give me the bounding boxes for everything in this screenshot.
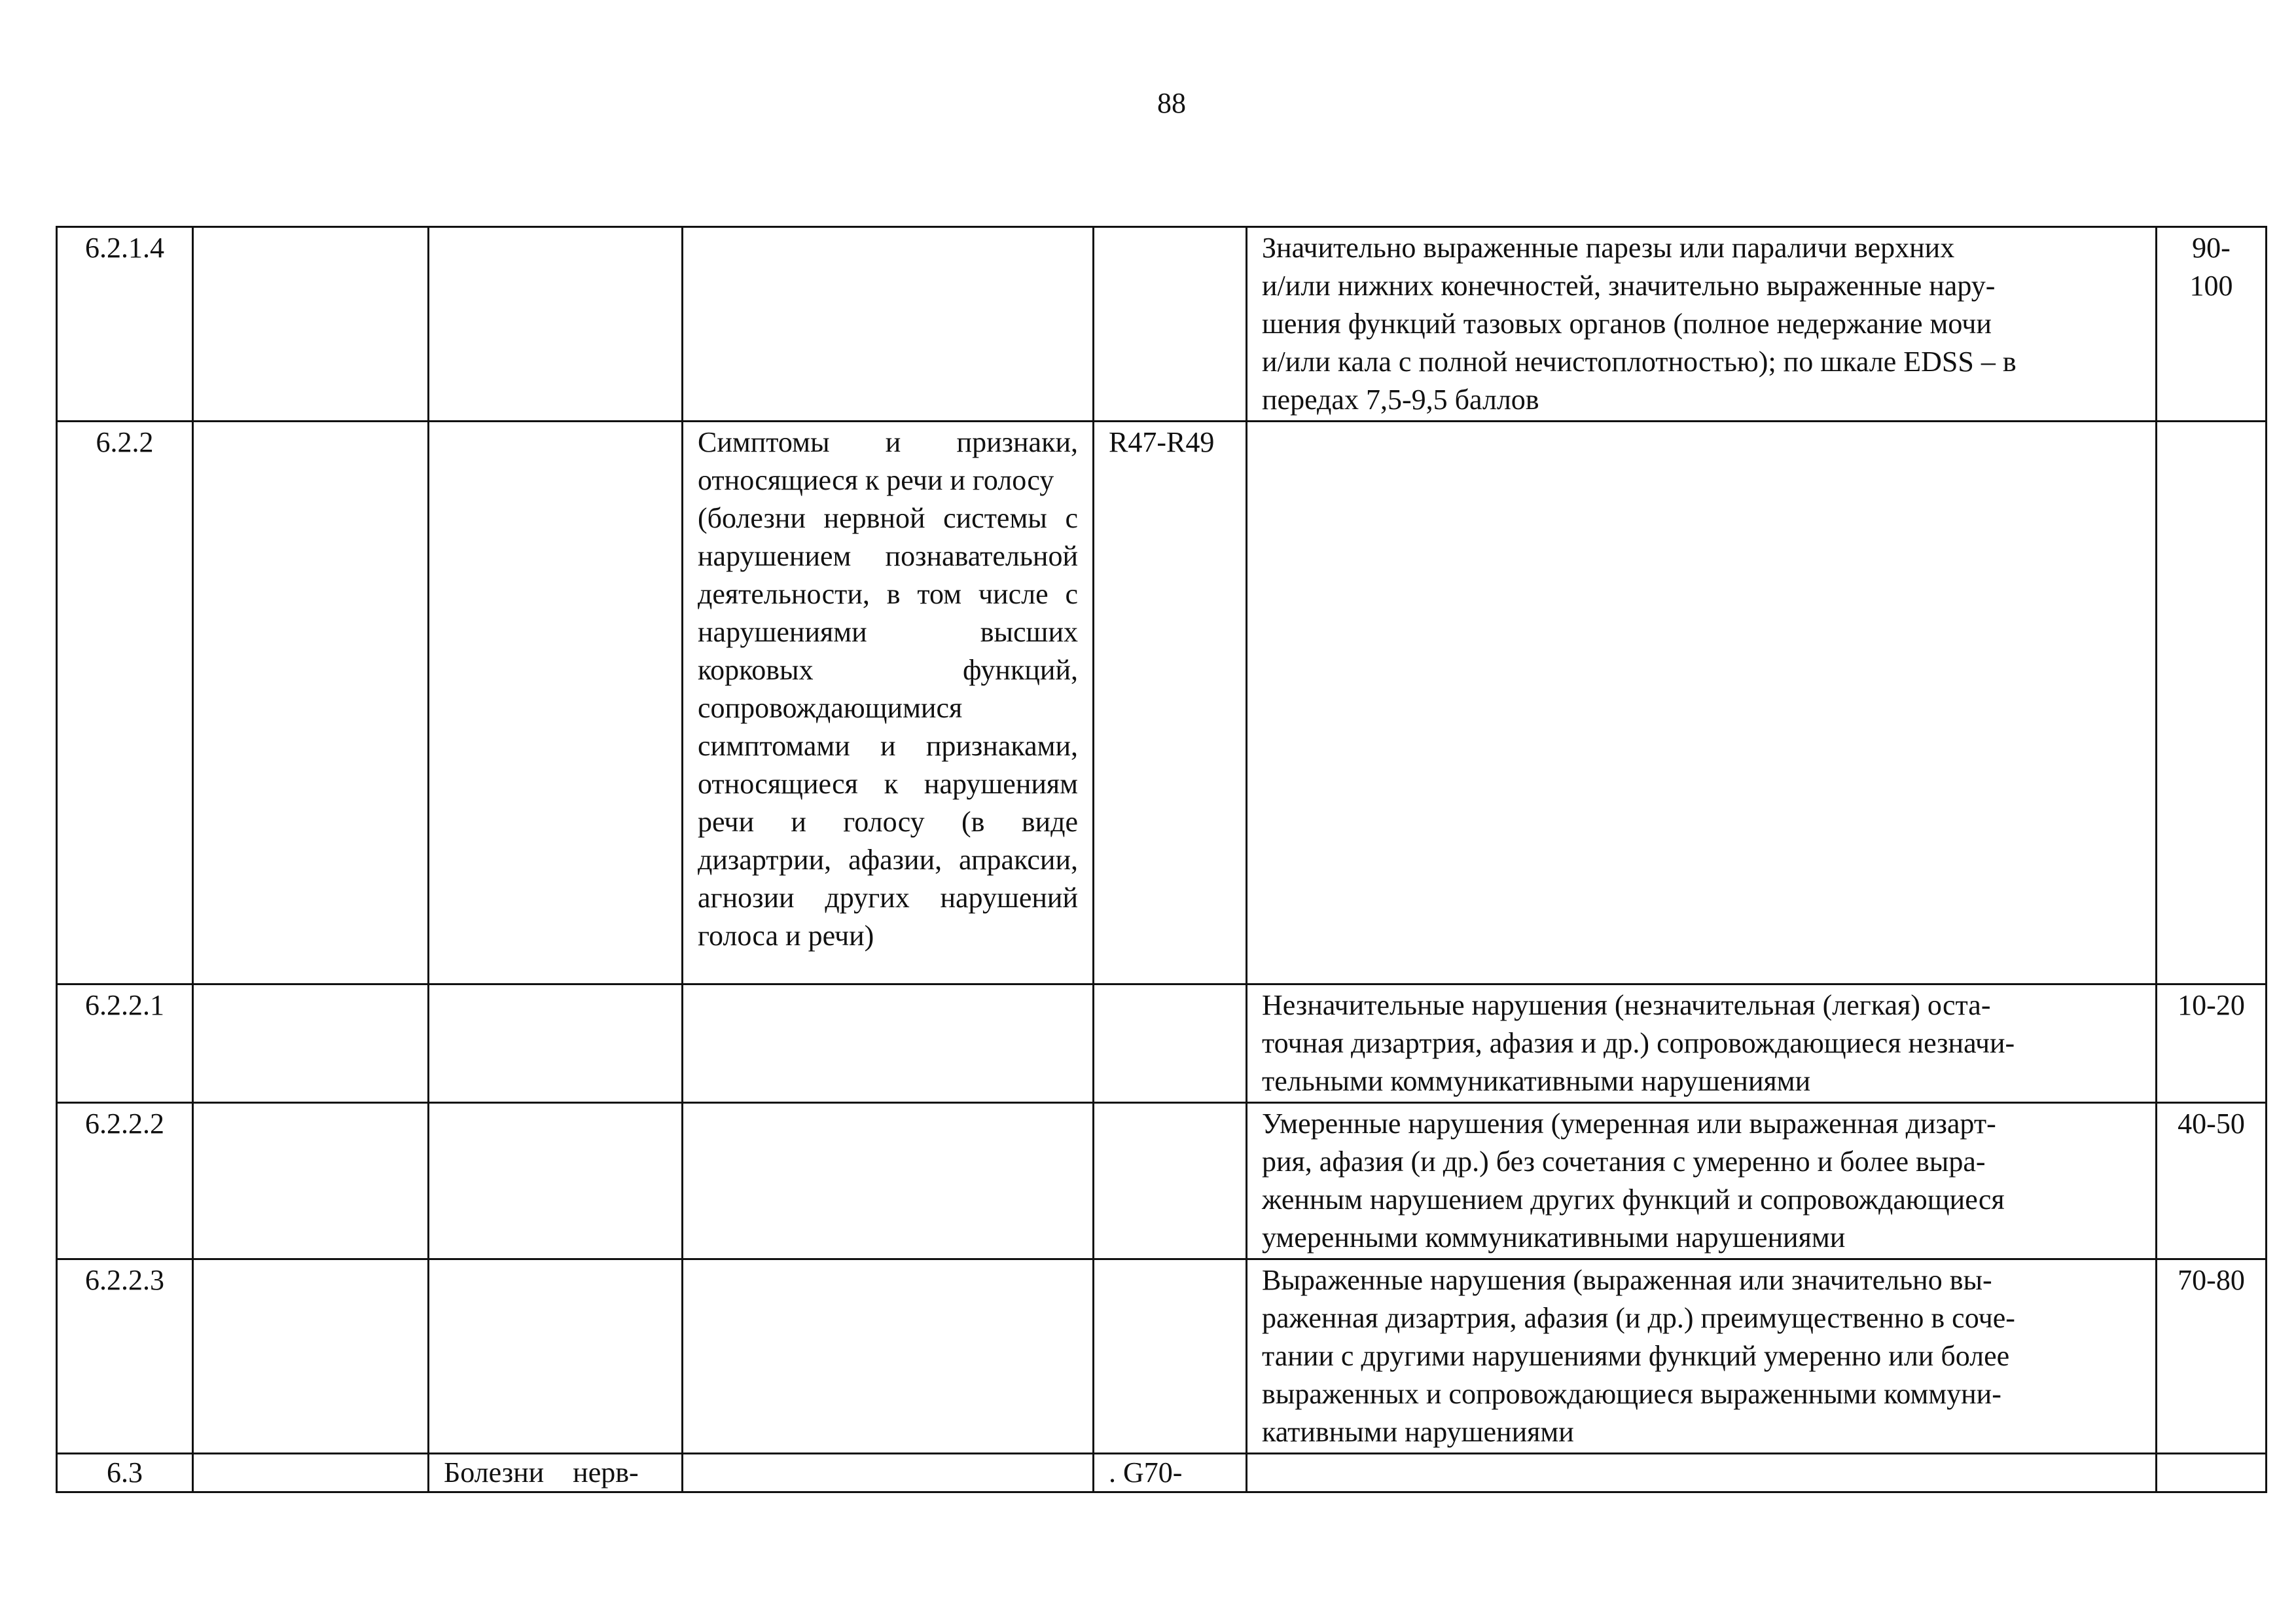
table-row (57, 1454, 2267, 1492)
row-name (683, 1454, 1094, 1492)
table-row (57, 227, 2267, 422)
row-name: Симптомы и признаки, относящиеся к речи и голосу (болезни нервной системы с нарушением познавательной деятельности, в том числе с нарушениями высших корковых функций, сопровождающимися симптомами и признаками, относящиеся к нарушениям речи и голосу (в виде дизартрии, афазии, апраксии, агнозии других нарушений голоса и речи) (683, 422, 1094, 984)
row-col2 (193, 1454, 429, 1492)
row-code: 6.2.2.3 (57, 1259, 193, 1454)
row-description: Незначительные нарушения (незначительная (легкая) оста- точная дизартрия, афазия и др.) сопровождающиеся незначи- тельными коммуникативными нарушениями (1247, 984, 2157, 1103)
row-code: 6.2.2.1 (57, 984, 193, 1103)
row-percent: 70-80 (2157, 1259, 2267, 1454)
classification-table (56, 226, 2267, 1493)
row-icd-code (1094, 227, 1247, 422)
row-code: 6.2.1.4 (57, 227, 193, 422)
table-row (57, 1259, 2267, 1454)
row-code: 6.2.2.2 (57, 1103, 193, 1259)
row-col2 (193, 422, 429, 984)
table-row (57, 422, 2267, 984)
row-description (1247, 1454, 2157, 1492)
row-col2 (193, 984, 429, 1103)
row-name (683, 1103, 1094, 1259)
row-icd-code (1094, 1103, 1247, 1259)
row-percent: 40-50 (2157, 1103, 2267, 1259)
row-col2 (193, 1103, 429, 1259)
row-col3 (429, 422, 683, 984)
row-col3 (429, 1103, 683, 1259)
row-icd-code: R47-R49 (1094, 422, 1247, 984)
row-description: Выраженные нарушения (выраженная или значительно вы- раженная дизартрия, афазия (и др.) преимущественно в соче- тании с другими нарушениями функций умеренно или более выраженных и сопровождающиеся выраженными коммуни- кативными нарушениями (1247, 1259, 2157, 1454)
row-percent (2157, 1454, 2267, 1492)
row-col3 (429, 984, 683, 1103)
row-col3 (429, 227, 683, 422)
row-icd-code (1094, 1259, 1247, 1454)
row-percent (2157, 422, 2267, 984)
row-percent: 90- 100 (2157, 227, 2267, 422)
row-col2 (193, 1259, 429, 1454)
row-icd-code: . G70- (1094, 1454, 1247, 1492)
table-row (57, 1103, 2267, 1259)
row-name (683, 227, 1094, 422)
row-name (683, 984, 1094, 1103)
row-description (1247, 422, 2157, 984)
row-name (683, 1259, 1094, 1454)
table-row (57, 984, 2267, 1103)
row-code: 6.3 (57, 1454, 193, 1492)
row-col3 (429, 1259, 683, 1454)
row-percent: 10-20 (2157, 984, 2267, 1103)
row-description: Умеренные нарушения (умеренная или выраженная дизарт- рия, афазия (и др.) без сочетания с умеренно и более выра- женным нарушением других функций и сопровождающиеся умеренными коммуникативными нарушениями (1247, 1103, 2157, 1259)
row-code: 6.2.2 (57, 422, 193, 984)
page-number: 88 (1157, 87, 1186, 119)
row-col2 (193, 227, 429, 422)
row-col3: Болезни нерв- (429, 1454, 683, 1492)
row-icd-code (1094, 984, 1247, 1103)
row-description: Значительно выраженные парезы или параличи верхних и/или нижних конечностей, значительно выраженные нару- шения функций тазовых органов (полное недержание мочи и/или кала с полной нечистоплотностью); по шкале EDSS – в передах 7,5-9,5 баллов (1247, 227, 2157, 422)
